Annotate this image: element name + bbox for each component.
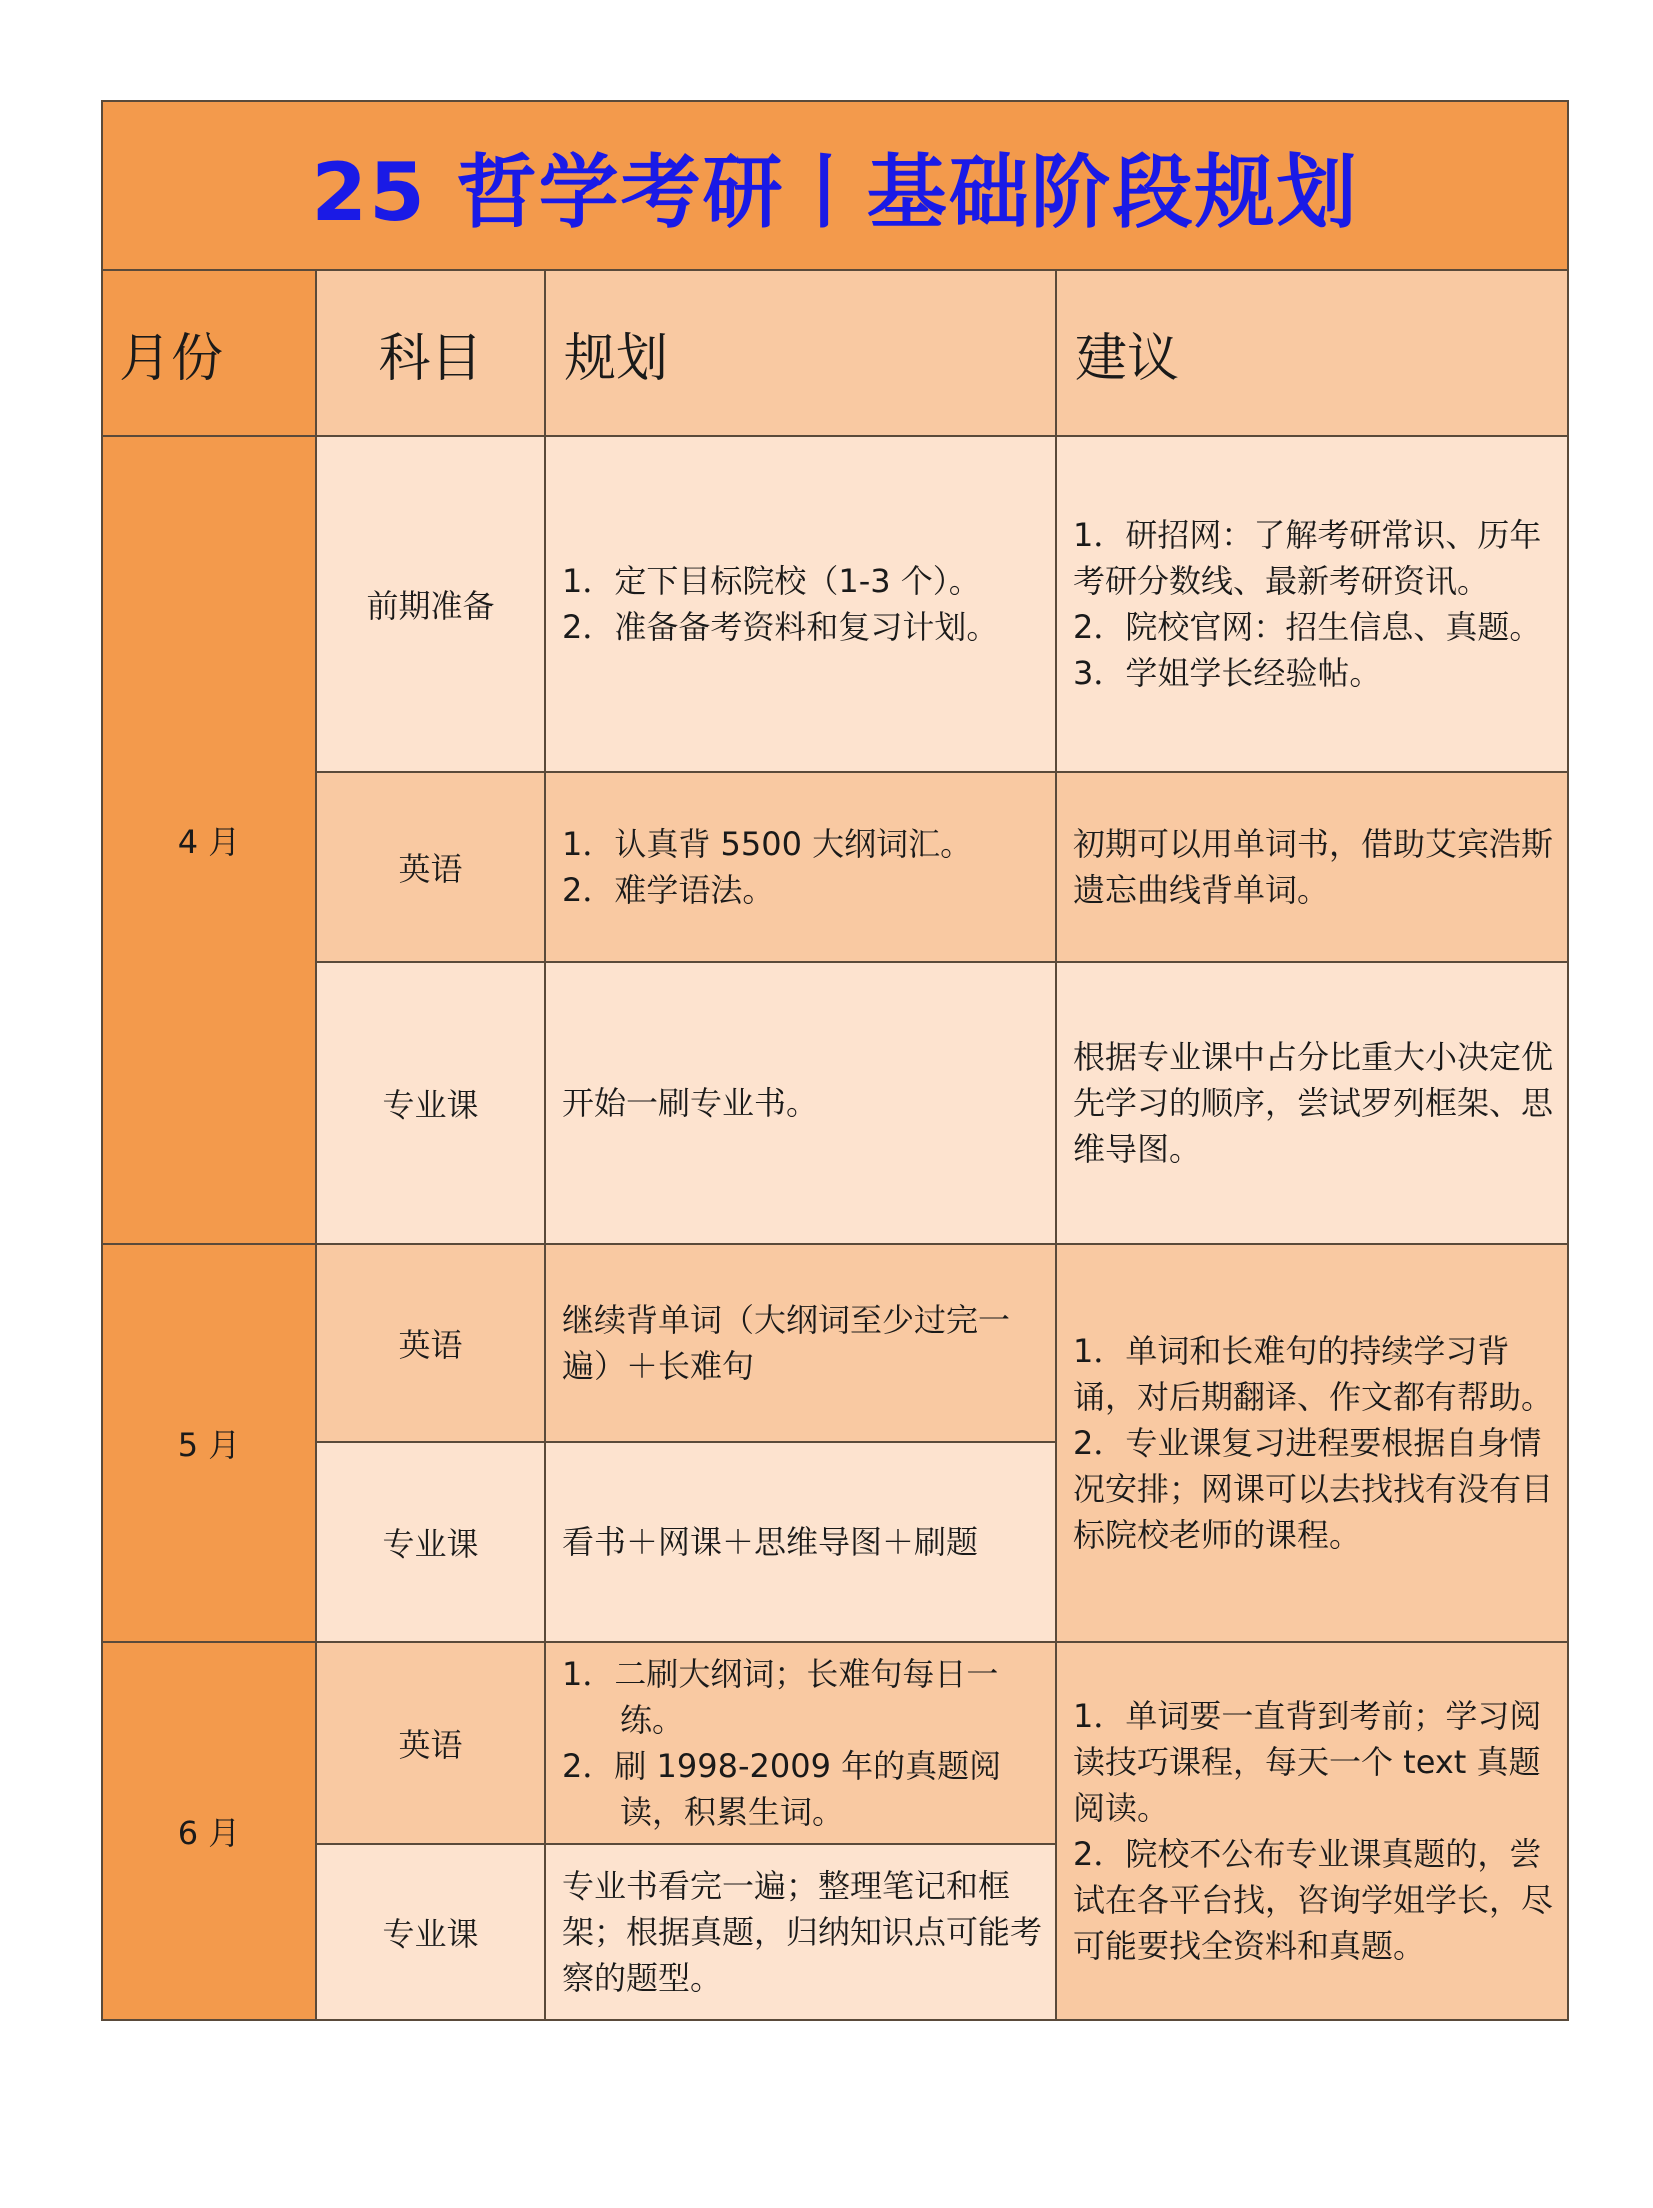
- plan-line: 2．准备备考资料和复习计划。: [562, 608, 999, 646]
- advice-april-major: 根据专业课中占分比重大小决定优先学习的顺序，尝试罗列框架、思维导图。: [1056, 962, 1568, 1244]
- plan-may-english: 继续背单词（大纲词至少过完一遍）＋长难句: [545, 1244, 1056, 1442]
- advice-april-english: 初期可以用单词书，借助艾宾浩斯遗忘曲线背单词。: [1056, 772, 1568, 962]
- plan-line: 2．难学语法。: [562, 871, 775, 909]
- header-advice: 建议: [1056, 270, 1568, 436]
- month-june: 6 月: [102, 1642, 316, 2020]
- header-month: 月份: [102, 270, 316, 436]
- advice-line: 2．院校不公布专业课真题的，尝试在各平台找，咨询学姐学长，尽可能要找全资料和真题。: [1073, 1835, 1554, 1965]
- subject-major: 专业课: [316, 962, 545, 1244]
- advice-may: [1056, 1244, 1568, 1642]
- subject-prep: 前期准备: [316, 436, 545, 772]
- title-row: [102, 101, 1568, 270]
- header-subject: 科目: [316, 270, 545, 436]
- plan-table: [101, 100, 1569, 2021]
- plan-april-english: [545, 772, 1056, 962]
- plan-may-major: 看书＋网课＋思维导图＋刷题: [545, 1442, 1056, 1642]
- table-row: [102, 1642, 1568, 1844]
- month-may: 5 月: [102, 1244, 316, 1642]
- advice-april-prep: [1056, 436, 1568, 772]
- subject-major: 专业课: [316, 1442, 545, 1642]
- header-row: [102, 270, 1568, 436]
- subject-major: 专业课: [316, 1844, 545, 2020]
- table-row: [102, 1244, 1568, 1442]
- plan-june-major: 专业书看完一遍；整理笔记和框架；根据真题，归纳知识点可能考察的题型。: [545, 1844, 1056, 2020]
- advice-line: 2．院校官网：招生信息、真题。: [1073, 608, 1542, 646]
- advice-line: 1．研招网：了解考研常识、历年考研分数线、最新考研资讯。: [1073, 516, 1542, 600]
- month-april: 4 月: [102, 436, 316, 1244]
- plan-april-prep: [545, 436, 1056, 772]
- plan-line: 1．认真背 5500 大纲词汇。: [562, 825, 973, 863]
- table-row: [102, 772, 1568, 962]
- page-title: 25 哲学考研丨基础阶段规划: [102, 101, 1568, 270]
- plan-sheet: [101, 100, 1567, 2002]
- table-row: [102, 436, 1568, 772]
- subject-english: 英语: [316, 1642, 545, 1844]
- table-row: [102, 962, 1568, 1244]
- advice-line: 3．学姐学长经验帖。: [1073, 654, 1382, 692]
- advice-line: 2．专业课复习进程要根据自身情况安排；网课可以去找找有没有目标院校老师的课程。: [1073, 1424, 1554, 1554]
- advice-line: 1．单词和长难句的持续学习背诵，对后期翻译、作文都有帮助。: [1073, 1332, 1554, 1416]
- subject-english: 英语: [316, 772, 545, 962]
- plan-line: 2．刷 1998-2009 年的真题阅读，积累生词。: [562, 1747, 1002, 1831]
- advice-line: 1．单词要一直背到考前；学习阅读技巧课程，每天一个 text 真题阅读。: [1073, 1697, 1542, 1827]
- advice-june: [1056, 1642, 1568, 2020]
- plan-april-major: 开始一刷专业书。: [545, 962, 1056, 1244]
- header-plan: 规划: [545, 270, 1056, 436]
- plan-line: 1．定下目标院校（1-3 个）。: [562, 562, 981, 600]
- plan-line: 1．二刷大纲词；长难句每日一练。: [562, 1655, 999, 1739]
- plan-june-english: [545, 1642, 1056, 1844]
- subject-english: 英语: [316, 1244, 545, 1442]
